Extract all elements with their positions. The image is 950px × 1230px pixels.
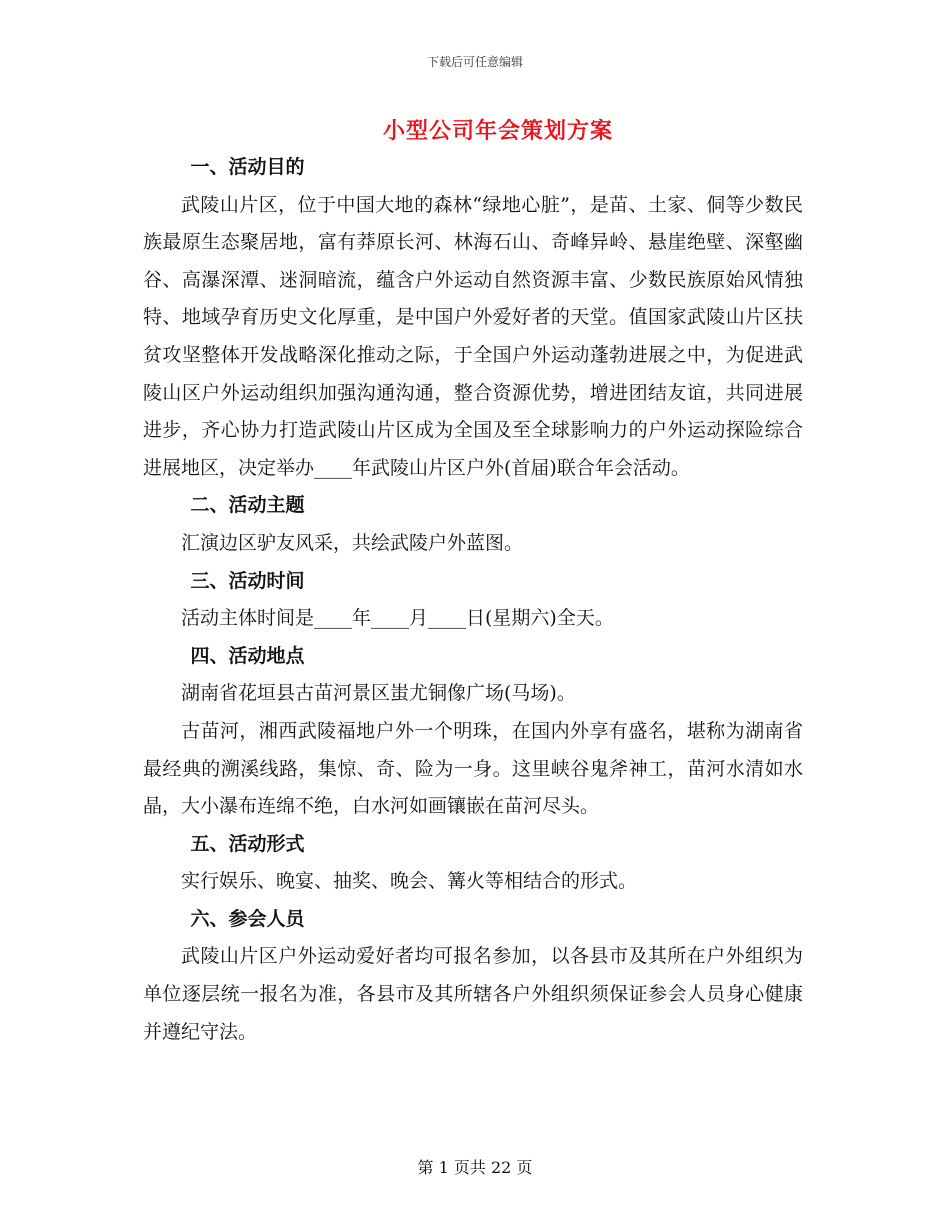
section-paragraph: 实行娱乐、晚宴、抽奖、晚会、篝火等相结合的形式。 — [181, 870, 638, 893]
section-paragraph: 武陵山片区，位于中国大地的森林“绿地心脏”，是苗、土家、侗等少数民族最原生态聚居地，富有莽原长河、林海石山、奇峰异岭、悬崖绝壁、深壑幽谷、高瀑深潭、迷洞暗流，蕴含户外运动自然资源丰富、少数民族原始风情独特、地域孕育历史文化厚重，是中国户外爱好者的天堂。值国家武陵山片区扶贫攻坚整体开发战略深化推动之际，于全国户外运动蓬勃进展之中，为促进武陵山区户外运动组织加强沟通沟通，整合资源优势，增进团结友谊，共同进展进步，齐心协力打造武陵山片区成为全国及至全球影响力的户外运动探险综合进展地区，决定举办____年武陵山片区户外(首届)联合年会活动。 — [143, 193, 803, 479]
section-paragraph: 湖南省花垣县古苗河景区蚩尤铜像广场(马场)。 — [181, 682, 576, 705]
page-number: 第 1 页共 22 页 — [417, 1158, 533, 1177]
section-heading-format: 五、活动形式 — [190, 832, 305, 855]
section-paragraph: 武陵山片区户外运动爱好者均可报名参加，以各县市及其所在户外组织为单位逐层统一报名为准，各县市及其所辖各户外组织须保证参会人员身心健康并遵纪守法。 — [143, 945, 803, 1043]
section-heading-time: 三、活动时间 — [190, 569, 305, 592]
document-title: 小型公司年会策划方案 — [382, 118, 613, 144]
page-header-note: 下载后可任意编辑 — [426, 55, 523, 69]
section-heading-participants: 六、参会人员 — [190, 907, 305, 930]
section-heading-location: 四、活动地点 — [190, 644, 305, 667]
section-paragraph: 汇演边区驴友风采，共绘武陵户外蓝图。 — [181, 531, 524, 554]
section-paragraph: 古苗河，湘西武陵福地户外一个明珠，在国内外享有盛名，堪称为湖南省最经典的溯溪线路，集惊、奇、险为一身。这里峡谷鬼斧神工，苗河水清如水晶，大小瀑布连绵不绝，白水河如画镶嵌在苗河尽头。 — [143, 719, 803, 818]
document-body — [143, 149, 803, 1051]
section-heading-theme: 二、活动主题 — [190, 494, 305, 517]
section-paragraph: 活动主体时间是____年____月____日(星期六)全天。 — [181, 607, 614, 630]
section-heading-purpose: 一、活动目的 — [190, 156, 305, 178]
